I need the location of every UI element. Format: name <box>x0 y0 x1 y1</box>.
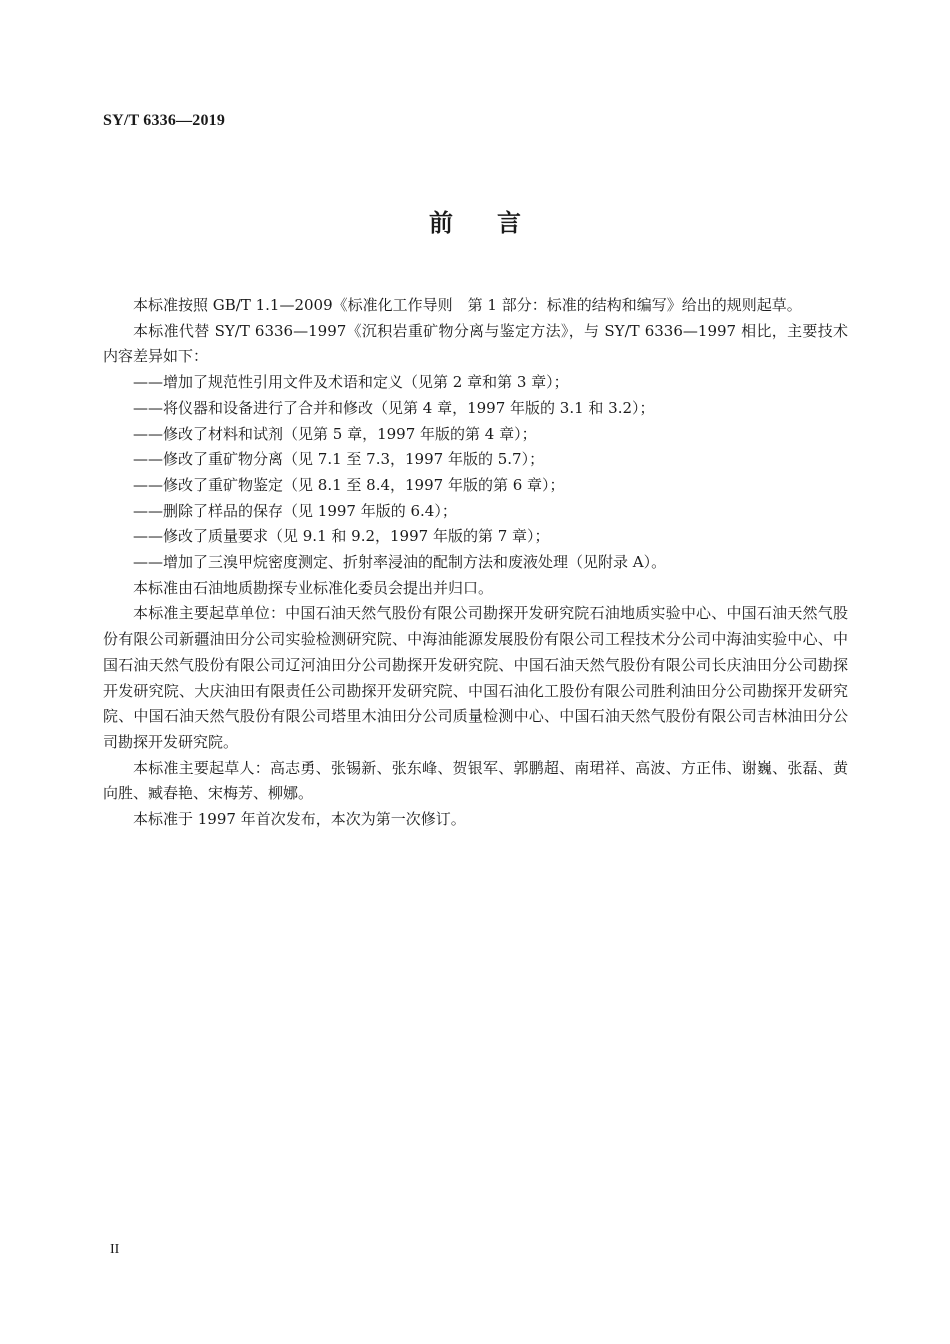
list-item: ——删除了样品的保存（见 1997 年版的 6.4）； <box>133 501 457 520</box>
replacement-paragraph: 本标准代替 SY/T 6336—1997《沉积岩重矿物分离与鉴定方法》，与 SY/T 6336—1997 相比，主要技术内容差异如下： <box>103 321 848 366</box>
proposer-paragraph: 本标准由石油地质勘探专业标准化委员会提出并归口。 <box>133 578 494 597</box>
drafting-units-paragraph: 本标准主要起草单位：中国石油天然气股份有限公司勘探开发研究院石油地质实验中心、中国石油天然气股份有限公司新疆油田分公司实验检测研究院、中海油能源发展股份有限公司工程技术分公司中海油实验中心、中国石油天然气股份有限公司辽河油田分公司勘探开发研究院、中国石油天然气股份有限公司长庆油田分公司勘探开发研究院、大庆油田有限责任公司勘探开发研究院、中国石油化工股份有限公司胜利油田分公司勘探开发研究院、中国石油天然气股份有限公司塔里木油田分公司质量检测中心、中国石油天然气股份有限公司吉林油田分公司勘探开发研究院。 <box>103 604 848 751</box>
list-item: ——增加了规范性引用文件及术语和定义（见第 2 章和第 3 章）； <box>133 373 569 392</box>
list-item: ——将仪器和设备进行了合并和修改（见第 4 章，1997 年版的 3.1 和 3.2）； <box>133 398 655 417</box>
drafting-rules-paragraph: 本标准按照 GB/T 1.1—2009《标准化工作导则 第 1 部分：标准的结构和编写》给出的规则起草。 <box>133 296 802 314</box>
list-item: ——修改了重矿物鉴定（见 8.1 至 8.4，1997 年版的第 6 章）； <box>133 475 565 494</box>
list-item: ——修改了材料和试剂（见第 5 章，1997 年版的第 4 章）； <box>133 424 537 443</box>
foreword-body <box>103 293 848 833</box>
list-item: ——修改了重矿物分离（见 7.1 至 7.3，1997 年版的 5.7）； <box>133 450 545 469</box>
list-item: ——修改了质量要求（见 9.1 和 9.2，1997 年版的第 7 章）； <box>133 527 550 546</box>
standard-code: SY/T 6336—2019 <box>103 112 226 129</box>
changes-list <box>103 370 848 576</box>
page-number: II <box>110 1242 120 1257</box>
list-item: ——增加了三溴甲烷密度测定、折射率浸油的配制方法和废液处理（见附录 A）。 <box>133 553 667 572</box>
history-paragraph: 本标准于 1997 年首次发布，本次为第一次修订。 <box>133 810 466 829</box>
page-title: 前言 <box>429 209 565 237</box>
drafters-paragraph: 本标准主要起草人：高志勇、张锡新、张东峰、贺银军、郭鹏超、南珺祥、高波、方正伟、谢巍、张磊、黄向胜、臧春艳、宋梅芳、柳娜。 <box>103 758 848 803</box>
